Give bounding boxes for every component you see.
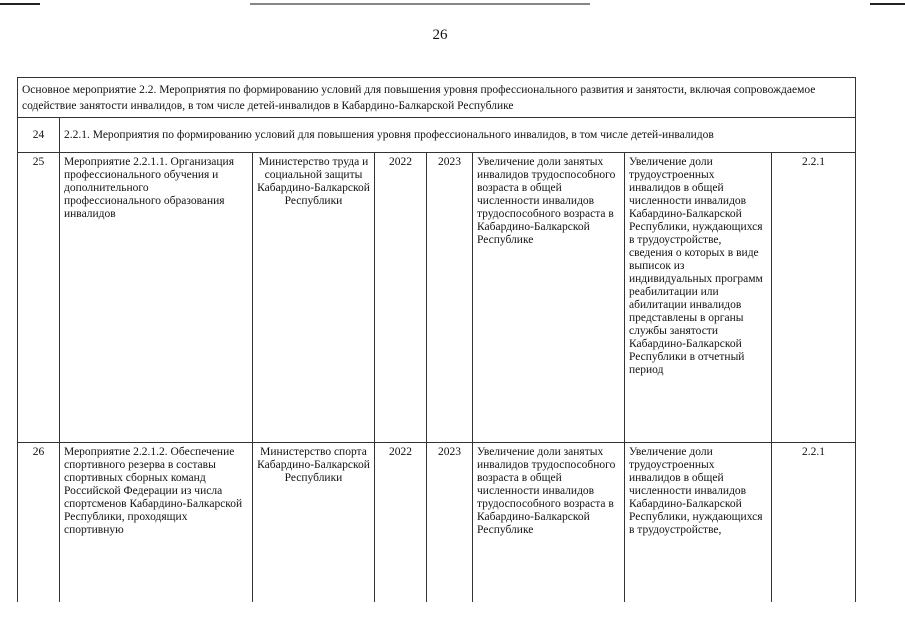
- result-cell: Увеличение доли занятых инвалидов трудоспособного возраста в общей численности инвалидов трудоспособного возраста в Кабардино-Балкарской Республике: [473, 153, 625, 443]
- row-number: 25: [18, 153, 60, 443]
- ref-cell: 2.2.1: [772, 153, 856, 443]
- section-header-row: [18, 78, 856, 118]
- scan-artifact: [250, 3, 590, 5]
- ref-cell: 2.2.1: [772, 443, 856, 603]
- activity-cell: Мероприятие 2.2.1.1. Организация профессионального обучения и дополнительного профессионального образования инвалидов: [60, 153, 253, 443]
- table-row: [18, 153, 856, 443]
- end-year-cell: 2023: [427, 443, 473, 603]
- activities-table-frame: [17, 77, 863, 602]
- scan-artifact: [870, 3, 905, 5]
- activity-cell: Мероприятие 2.2.1.2. Обеспечение спортивного резерва в составы спортивных сборных команд Российской Федерации из числа спортсменов Кабардино-Балкарской Республики, проходящих спортивную: [60, 443, 253, 603]
- indicator-cell: Увеличение доли трудоустроенных инвалидов в общей численности инвалидов Кабардино-Балкарской Республики, нуждающихся в трудоустройстве,: [625, 443, 772, 603]
- row-number: 26: [18, 443, 60, 603]
- subsection-title: 2.2.1. Мероприятия по формированию условий для повышения уровня профессионального инвалидов, в том числе детей-инвалидов: [60, 118, 856, 153]
- page-number: 26: [432, 27, 448, 43]
- activities-table: [17, 77, 856, 602]
- result-cell: Увеличение доли занятых инвалидов трудоспособного возраста в общей численности инвалидов трудоспособного возраста в Кабардино-Балкарской Республике: [473, 443, 625, 603]
- start-year-cell: 2022: [375, 443, 427, 603]
- row-number: 24: [18, 118, 60, 153]
- executor-cell: Министерство спорта Кабардино-Балкарской Республики: [253, 443, 375, 603]
- executor-cell: Министерство труда и социальной защиты Кабардино-Балкарской Республики: [253, 153, 375, 443]
- table-row: [18, 443, 856, 603]
- start-year-cell: 2022: [375, 153, 427, 443]
- end-year-cell: 2023: [427, 153, 473, 443]
- section-header: Основное мероприятие 2.2. Мероприятия по формированию условий для повышения уровня профессионального развития и занятости, включая сопровождаемое содействие занятости инвалидов, в том числе детей-инвалидов в Кабардино-Балкарской Республике: [18, 78, 856, 118]
- scan-artifact: [0, 3, 40, 5]
- table-row: [18, 118, 856, 153]
- indicator-cell: Увеличение доли трудоустроенных инвалидов в общей численности инвалидов Кабардино-Балкарской Республики, нуждающихся в трудоустройстве, сведения о которых в виде выписок из индивидуальных программ реабилитации или абилитации инвалидов представлены в органы службы занятости Кабардино-Балкарской Республики в отчетный период: [625, 153, 772, 443]
